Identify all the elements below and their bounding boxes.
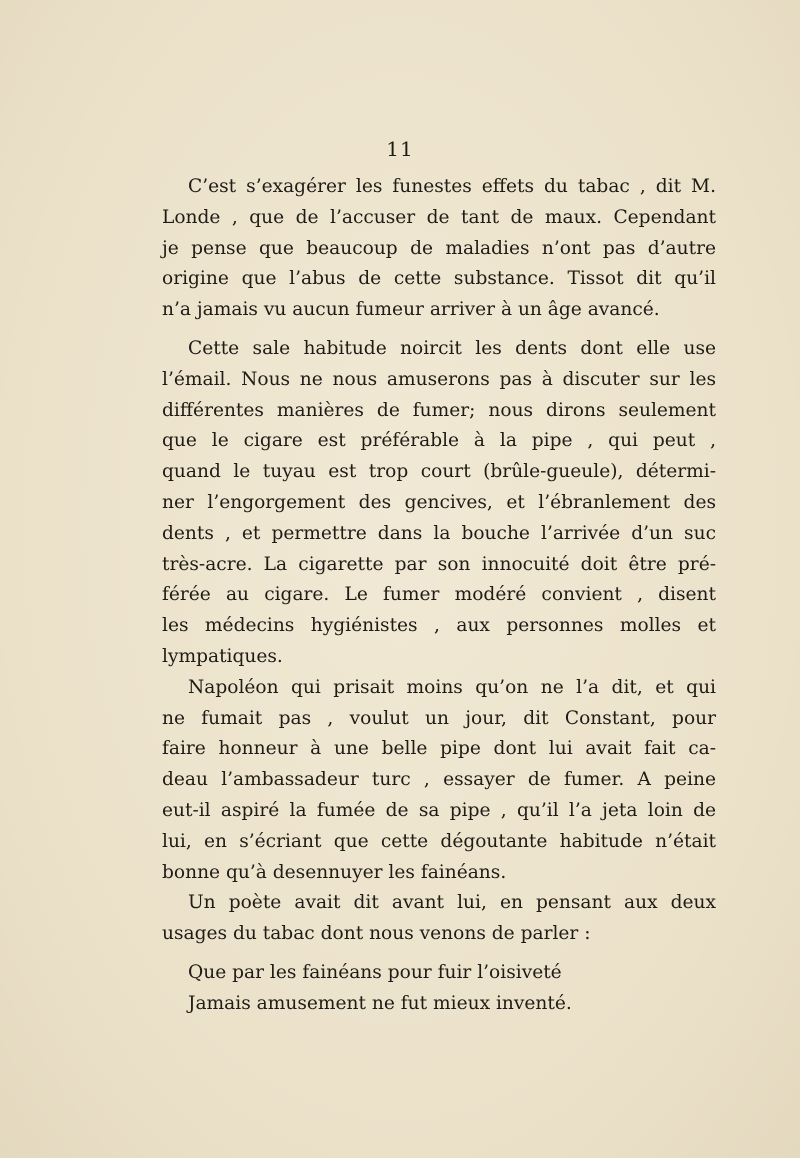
text-line: C’est s’exagérer les funestes effets du tabac , dit M. [188,176,716,197]
paragraph-2 [162,334,716,673]
verse-line: Que par les fainéans pour fuir l’oisiveté [188,961,562,983]
text-line: les médecins hygiénistes , aux personnes molles et [162,615,716,637]
text-line: ne fumait pas , voulut un jour, dit Constant, pour [162,707,716,729]
text-line: deau l’ambassadeur turc , essayer de fumer. A peine [162,769,716,791]
text-line: faire honneur à une belle pipe dont lui avait fait ca- [162,738,716,760]
body-text [162,172,716,1020]
text-line: quand le tuyau est trop court (brûle-gueule), détermi- [162,461,716,483]
paragraph-4 [162,888,716,950]
text-line: lui, en s’écriant que cette dégoutante habitude n’était [162,830,716,852]
text-line: l’émail. Nous ne nous amuserons pas à discuter sur les [162,368,716,390]
text-line: eut-il aspiré la fumée de sa pipe , qu’il l’a jeta loin de [162,799,716,821]
verse-quote [162,958,716,1020]
text-line: différentes manières de fumer; nous dirons seulement [162,399,716,421]
text-line: férée au cigare. Le fumer modéré convient , disent [162,584,716,606]
text-line: n’a jamais vu aucun fumeur arriver à un âge avancé. [162,299,660,321]
text-line: lympatiques. [162,645,283,667]
text-line: Un poète avait dit avant lui, en pensant aux deux [188,892,716,914]
text-line: que le cigare est préférable à la pipe , qui peut , [162,430,716,452]
text-line: Napoléon qui prisait moins qu’on ne l’a dit, et qui [188,676,716,698]
paragraph-3 [162,673,716,889]
text-line: Cette sale habitude noircit les dents dont elle use [188,337,716,359]
text-line: dents , et permettre dans la bouche l’arrivée d’un suc [162,522,716,544]
text-line: très-acre. La cigarette par son innocuité doit être pré- [162,553,716,575]
text-line: ner l’engorgement des gencives, et l’ébranlement des [162,491,716,513]
text-line: origine que l’abus de cette substance. Tissot dit qu’il [162,268,716,290]
text-line: usages du tabac dont nous venons de parler : [162,923,591,945]
text-line: bonne qu’à desennuyer les fainéans. [162,861,507,883]
page-number: 11 [386,137,414,161]
text-line: je pense que beaucoup de maladies n’ont pas d’autre [162,237,716,259]
paragraph-1 [162,172,716,326]
verse-line: Jamais amusement ne fut mieux inventé. [188,992,572,1014]
text-line: Londe , que de l’accuser de tant de maux. Cependant [162,206,716,228]
